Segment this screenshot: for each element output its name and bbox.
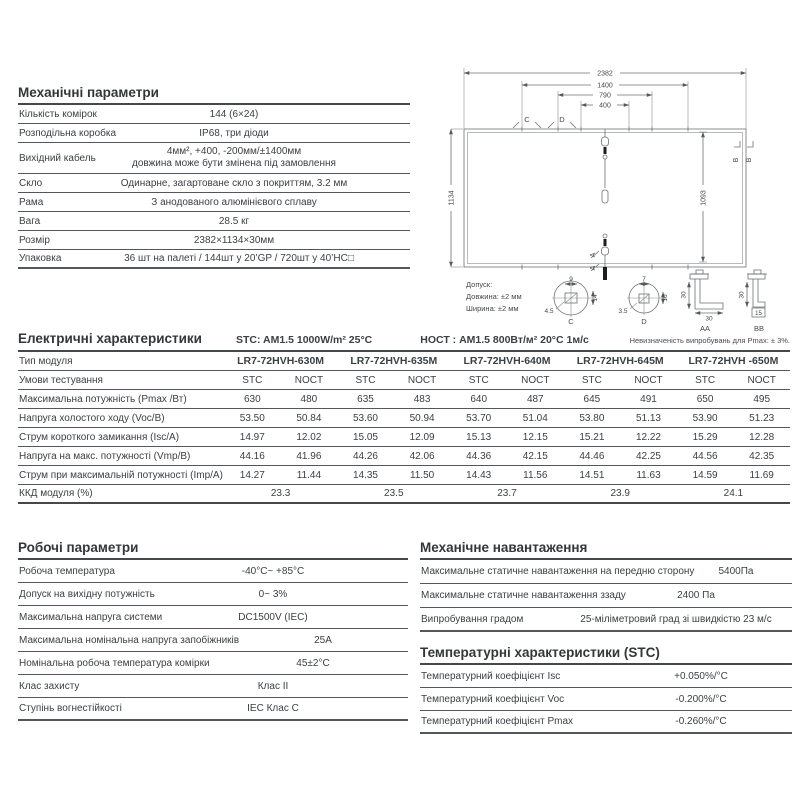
cell: 53.80 (579, 412, 605, 424)
table-row (18, 105, 410, 124)
cell: 14.35 (352, 469, 378, 481)
module-name: LR7-72HVH-645M (576, 355, 664, 367)
row-label: Номінальна робоча температура комірки (19, 657, 210, 669)
row-value: 0~ 3% (258, 588, 288, 600)
cell: 15.29 (692, 431, 718, 443)
table-row (420, 608, 792, 632)
row-label: Температурний коефіцієнт Isc (421, 670, 561, 682)
svg-text:D: D (559, 115, 565, 124)
value-line-1: 4мм², +400, -200мм/±1400мм (166, 145, 302, 157)
svg-text:3.5: 3.5 (618, 308, 628, 315)
cell: 11.56 (523, 469, 548, 481)
row-value: IEC Клас C (247, 703, 299, 714)
row-label: Робоча температура (19, 565, 115, 577)
electrical-characteristics-section (18, 331, 790, 504)
row-label: ККД модуля (%) (19, 488, 93, 499)
row-label: Розподільна коробка (19, 127, 117, 139)
cell: 14.97 (239, 431, 265, 443)
row-label: Скло (19, 177, 43, 189)
table-row (18, 212, 410, 231)
cell: 23.3 (270, 488, 291, 499)
row-label: Клас захисту (19, 680, 80, 692)
row-value: 45±2°C (296, 657, 330, 669)
table-row (420, 688, 792, 711)
svg-text:D: D (641, 317, 647, 326)
table-row (420, 584, 792, 608)
test-conditions-row (18, 371, 790, 390)
module-name: LR7-72HVH -650M (688, 355, 779, 367)
hole-callout-d (548, 115, 576, 128)
svg-text:10: 10 (662, 294, 669, 302)
table-row (18, 174, 410, 193)
temperature-characteristics-title: Температурні характеристики (STC) (420, 645, 792, 665)
row-value: +0.050%/°C (674, 670, 728, 682)
cell: 23.7 (497, 488, 517, 499)
cell: 14.43 (466, 469, 492, 481)
condition-header: NOCT (747, 374, 776, 386)
row-label: Тип модуля (19, 355, 73, 367)
svg-text:Довжина: ±2 мм: Довжина: ±2 мм (466, 292, 522, 301)
svg-text:B: B (746, 157, 753, 163)
row-label: Температурний коефіцієнт Voc (421, 693, 565, 705)
row-label: Напруга холостого ходу (Voc/B) (19, 412, 165, 424)
table-row (18, 652, 408, 675)
cell: 650 (696, 393, 714, 405)
cell: 640 (470, 393, 488, 405)
dimension-400 (581, 101, 629, 128)
cell: 14.27 (239, 469, 265, 481)
table-row (18, 675, 408, 698)
svg-text:4.5: 4.5 (544, 308, 554, 315)
row-label: Струм короткого замикання (Isc/A) (19, 431, 180, 443)
svg-text:400: 400 (599, 102, 611, 110)
cell: 50.94 (409, 412, 435, 424)
cell: 53.50 (239, 412, 265, 424)
cell: 12.15 (522, 431, 548, 443)
cell: 42.06 (409, 450, 435, 462)
row-label: Упаковка (19, 253, 62, 264)
cable-connectors (602, 129, 609, 280)
cell: 41.96 (296, 450, 322, 462)
row-value: 144 (6×24) (209, 108, 259, 120)
cell: 51.23 (749, 412, 775, 424)
cell: 24.1 (723, 488, 744, 499)
row-value: IP68, три діоди (199, 127, 269, 139)
svg-text:A: A (590, 252, 597, 258)
row-value: 25A (314, 634, 332, 646)
pmax-row (18, 390, 790, 409)
svg-text:BB: BB (753, 324, 765, 333)
row-label: Максимальне статичне навантаження на передню сторону (421, 566, 695, 577)
cell: 44.46 (579, 450, 605, 462)
cell: 42.35 (749, 450, 775, 462)
efficiency-row (18, 485, 790, 504)
cell: 23.9 (610, 488, 630, 499)
cell: 635 (357, 393, 374, 405)
table-row (18, 193, 410, 212)
hole-callout-c (513, 115, 541, 128)
dimension-1134 (449, 129, 464, 267)
electrical-title: Електричні характеристики (18, 331, 202, 346)
table-row (18, 606, 408, 629)
cell: 487 (526, 393, 544, 405)
svg-text:B: B (733, 157, 740, 163)
svg-text:14: 14 (592, 294, 599, 302)
row-label: Температурний коефіцієнт Pmax (421, 716, 574, 727)
cell: 44.36 (466, 450, 492, 462)
cell: 491 (640, 393, 657, 405)
isc-row (18, 428, 790, 447)
temperature-characteristics-section (420, 645, 792, 734)
row-label: Випробування градом (421, 613, 524, 625)
cell: 12.02 (296, 431, 322, 443)
table-row (18, 698, 408, 721)
cell: 53.90 (692, 412, 718, 424)
cell: 14.51 (579, 469, 605, 481)
cell: 23.5 (384, 488, 404, 499)
row-label: Максимальна напруга системи (19, 611, 163, 623)
row-value (98, 146, 370, 171)
svg-text:7: 7 (642, 276, 646, 283)
svg-text:C: C (568, 317, 574, 326)
row-value: DC1500V (IEC) (238, 611, 308, 623)
row-label: Розмір (19, 234, 50, 246)
cell: 14.59 (692, 469, 718, 481)
module-type-row (18, 352, 790, 371)
cell: 53.70 (466, 412, 492, 424)
condition-header: STC (468, 374, 489, 386)
vmp-row (18, 447, 790, 466)
frame-section-aa (681, 270, 724, 333)
svg-text:30: 30 (705, 315, 713, 323)
condition-header: STC (695, 374, 716, 386)
voc-row (18, 409, 790, 428)
row-label: Рама (19, 196, 44, 208)
hole-detail-c (544, 276, 599, 326)
table-row (420, 711, 792, 734)
row-label: Кількість комірок (19, 108, 97, 120)
noct-condition: НОСТ : AM1.5 800Вт/м² 20°C 1м/с (420, 334, 589, 346)
operating-parameters-section (18, 540, 408, 721)
condition-header: STC (581, 374, 602, 386)
module-name: LR7-72HVH-630M (237, 355, 325, 367)
cell: 12.22 (635, 431, 661, 443)
cell: 44.56 (692, 450, 718, 462)
row-value: -0.200%/°C (675, 693, 727, 705)
row-value: 5400Па (718, 566, 754, 577)
uncertainty-note: Невизначеність випробувань для Pmax: ± 3%. (629, 336, 790, 345)
row-label: Ступінь вогнестійкості (19, 703, 122, 714)
svg-text:15: 15 (755, 311, 762, 317)
row-value: Клас II (257, 680, 289, 692)
frame-section-bb (739, 270, 768, 333)
svg-text:1093: 1093 (700, 190, 708, 206)
cell: 50.84 (296, 412, 322, 424)
mechanical-load-title: Механічне навантаження (420, 540, 792, 560)
table-row (18, 250, 410, 269)
table-row (18, 583, 408, 606)
condition-header: STC (355, 374, 376, 386)
cell: 11.63 (636, 469, 661, 481)
row-value: З анодованого алюмінієвого сплаву (151, 196, 317, 208)
imp-row (18, 466, 790, 485)
cell: 15.05 (352, 431, 378, 443)
cell: 42.25 (635, 450, 661, 462)
value-line-2: довжина може бути змінена під замовлення (132, 158, 336, 169)
cell: 44.26 (352, 450, 378, 462)
table-row (420, 665, 792, 688)
cell: 11.44 (296, 469, 322, 481)
module-dimension-drawing (441, 55, 795, 337)
tolerance-note (466, 280, 522, 313)
module-name: LR7-72HVH-635M (350, 355, 438, 367)
section-marker-a (590, 251, 599, 271)
stc-condition: STC: AM1.5 1000W/m² 25°C (235, 334, 373, 346)
row-label: Струм при максимальній потужності (Imp/A) (19, 469, 223, 481)
cell: 495 (753, 393, 771, 405)
svg-text:2382: 2382 (597, 70, 613, 78)
table-row (18, 124, 410, 143)
row-label: Максимальне статичне навантаження ззаду (421, 590, 626, 601)
svg-text:1134: 1134 (448, 190, 456, 206)
module-name: LR7-72HVH-640M (463, 355, 551, 367)
table-row (18, 231, 410, 250)
electrical-header (18, 331, 790, 352)
mechanical-parameters-section (18, 85, 410, 269)
condition-header: NOCT (294, 374, 324, 386)
cell: 51.04 (522, 412, 548, 424)
cell: 15.21 (579, 431, 605, 443)
row-label: Вихідний кабель (19, 152, 96, 164)
dimension-790 (558, 91, 652, 128)
mechanical-parameters-title: Механічні параметри (18, 85, 410, 105)
condition-header: NOCT (521, 374, 550, 386)
table-row (18, 143, 410, 174)
table-row (18, 560, 408, 583)
svg-text:AA: AA (699, 324, 711, 333)
row-label: Напруга на макс. потужності (Vmp/B) (19, 450, 191, 462)
svg-text:30: 30 (680, 291, 688, 299)
operating-parameters-title: Робочі параметри (18, 540, 408, 560)
cell: 42.15 (522, 450, 548, 462)
cell: 645 (583, 393, 601, 405)
row-value: 25-міліметровий град зі швидкістю 23 м/с (580, 613, 772, 625)
svg-text:A: A (590, 265, 597, 271)
cell: 51.13 (635, 412, 661, 424)
row-label: Максимальна номінальна напруга запобіжників (19, 634, 240, 646)
row-value: 2382×1134×30мм (193, 234, 275, 246)
row-value: 36 шт на палеті / 144шт у 20’GP / 720шт у 40’HC□ (124, 253, 354, 264)
cell: 11.69 (749, 469, 774, 481)
condition-header: NOCT (634, 374, 663, 386)
cell: 480 (300, 393, 318, 405)
table-row (420, 560, 792, 584)
cell: 11.50 (409, 469, 435, 481)
cell: 12.09 (409, 431, 435, 443)
svg-text:C: C (524, 115, 530, 124)
row-value: 2400 Па (677, 590, 715, 601)
mechanical-load-section (420, 540, 792, 632)
cell: 483 (413, 393, 431, 405)
row-label: Допуск на вихідну потужність (19, 588, 155, 600)
row-value: -0.260%/°C (675, 716, 727, 727)
row-value: Одинарне, загартоване скло з покриттям, 3.2 мм (120, 177, 348, 189)
cell: 44.16 (239, 450, 265, 462)
condition-header: STC (242, 374, 263, 386)
svg-text:Ширина: ±2 мм: Ширина: ±2 мм (466, 304, 519, 313)
cell: 12.28 (749, 431, 775, 443)
table-row (18, 629, 408, 652)
svg-text:1400: 1400 (597, 82, 613, 90)
row-value: -40°C~ +85°C (241, 565, 305, 577)
svg-text:9: 9 (569, 276, 573, 283)
section-marker-b (733, 141, 753, 162)
condition-header: NOCT (407, 374, 437, 386)
svg-text:790: 790 (599, 92, 611, 100)
row-value: 28.5 кг (218, 215, 250, 227)
svg-text:30: 30 (738, 291, 746, 299)
hole-detail-d (618, 276, 669, 326)
cell: 53.60 (352, 412, 378, 424)
dimension-1093 (699, 132, 708, 262)
row-label: Максимальна потужність (Pmax /Вт) (19, 393, 187, 405)
cell: 630 (243, 393, 261, 405)
svg-text:Допуск:: Допуск: (466, 280, 493, 289)
row-label: Вага (19, 215, 41, 227)
row-label: Умови тестування (19, 374, 103, 386)
cell: 15.13 (466, 431, 492, 443)
